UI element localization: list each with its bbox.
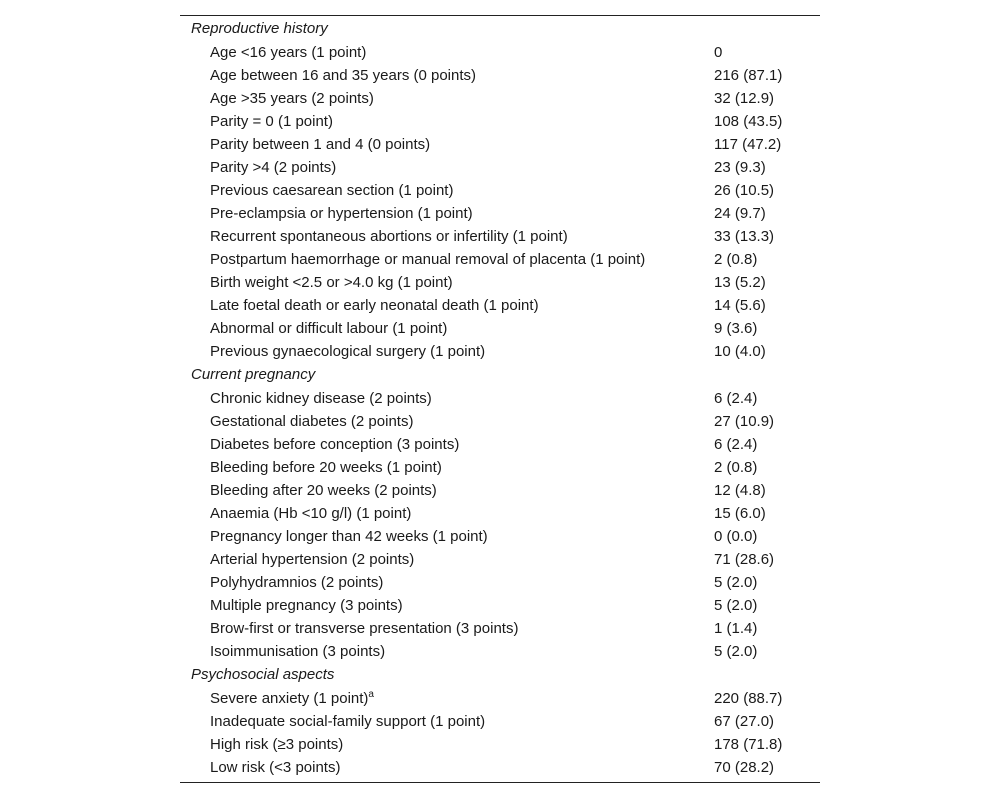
table-row xyxy=(180,179,820,202)
row-value: 220 (88.7) xyxy=(714,690,783,707)
row-label: Parity = 0 (1 point) xyxy=(210,113,333,130)
row-value: 27 (10.9) xyxy=(714,413,775,430)
row-value: 33 (13.3) xyxy=(714,228,775,245)
row-label: High risk (≥3 points) xyxy=(210,736,344,753)
row-value: 70 (28.2) xyxy=(714,759,775,776)
table-row xyxy=(180,548,820,571)
row-label: Multiple pregnancy (3 points) xyxy=(210,597,403,614)
row-value: 67 (27.0) xyxy=(714,713,775,730)
section-title: Reproductive history xyxy=(191,20,328,37)
row-value: 108 (43.5) xyxy=(714,113,783,130)
row-label-cell xyxy=(180,756,714,779)
row-label: Severe anxiety (1 point) xyxy=(210,690,369,707)
table-row xyxy=(180,340,820,363)
row-value: 5 (2.0) xyxy=(714,574,758,591)
table-row xyxy=(180,294,820,317)
risk-factor-table xyxy=(180,15,820,783)
row-label: Age between 16 and 35 years (0 points) xyxy=(210,67,477,84)
table-row xyxy=(180,410,820,433)
row-label-cell xyxy=(180,479,714,502)
row-label-cell xyxy=(180,202,714,225)
table-row xyxy=(180,133,820,156)
row-label: Postpartum haemorrhage or manual removal of placenta (1 point) xyxy=(210,251,646,268)
row-label-cell xyxy=(180,456,714,479)
row-label: Parity >4 (2 points) xyxy=(210,159,337,176)
row-label-cell xyxy=(180,617,714,640)
row-label-cell xyxy=(180,110,714,133)
table-row xyxy=(180,456,820,479)
row-value: 26 (10.5) xyxy=(714,182,775,199)
row-label-cell xyxy=(180,133,714,156)
row-label-cell xyxy=(180,733,714,756)
row-label: Low risk (<3 points) xyxy=(210,759,341,776)
row-label-cell xyxy=(180,571,714,594)
table-row xyxy=(180,271,820,294)
row-label-cell xyxy=(180,41,714,64)
table-row xyxy=(180,571,820,594)
row-label: Parity between 1 and 4 (0 points) xyxy=(210,136,431,153)
risk-factor-table-grid xyxy=(180,17,820,779)
row-label: Previous caesarean section (1 point) xyxy=(210,182,454,199)
row-value: 9 (3.6) xyxy=(714,320,758,337)
row-label: Bleeding before 20 weeks (1 point) xyxy=(210,459,442,476)
row-label: Late foetal death or early neonatal death (1 point) xyxy=(210,297,539,314)
table-row xyxy=(180,733,820,756)
row-label: Bleeding after 20 weeks (2 points) xyxy=(210,482,437,499)
table-row xyxy=(180,87,820,110)
table-row xyxy=(180,479,820,502)
row-value: 14 (5.6) xyxy=(714,297,766,314)
table-row xyxy=(180,756,820,779)
row-label: Arterial hypertension (2 points) xyxy=(210,551,415,568)
row-value: 5 (2.0) xyxy=(714,643,758,660)
table-row xyxy=(180,41,820,64)
row-value: 1 (1.4) xyxy=(714,620,758,637)
row-value: 32 (12.9) xyxy=(714,90,775,107)
row-value: 0 (0.0) xyxy=(714,528,758,545)
row-label-cell xyxy=(180,294,714,317)
table-row xyxy=(180,502,820,525)
row-label-cell xyxy=(180,248,714,271)
row-value: 6 (2.4) xyxy=(714,390,758,407)
table-row xyxy=(180,710,820,733)
row-value: 117 (47.2) xyxy=(714,136,782,153)
row-label-cell xyxy=(180,710,714,733)
row-label: Isoimmunisation (3 points) xyxy=(210,643,386,660)
table-row xyxy=(180,110,820,133)
table-row xyxy=(180,433,820,456)
row-value: 5 (2.0) xyxy=(714,597,758,614)
row-value: 71 (28.6) xyxy=(714,551,775,568)
row-value: 23 (9.3) xyxy=(714,159,766,176)
row-value: 2 (0.8) xyxy=(714,459,758,476)
row-label-cell xyxy=(180,433,714,456)
row-label-cell xyxy=(180,156,714,179)
row-label-cell xyxy=(180,687,714,710)
row-value: 13 (5.2) xyxy=(714,274,766,291)
table-row xyxy=(180,640,820,663)
row-label: Brow-first or transverse presentation (3 points) xyxy=(210,620,519,637)
table-row xyxy=(180,617,820,640)
row-label-cell xyxy=(180,64,714,87)
row-value: 2 (0.8) xyxy=(714,251,758,268)
footnote-marker: a xyxy=(368,689,374,700)
table-row xyxy=(180,156,820,179)
row-label-cell xyxy=(180,502,714,525)
row-value: 10 (4.0) xyxy=(714,343,766,360)
section-header-row xyxy=(180,663,820,687)
row-value: 216 (87.1) xyxy=(714,67,783,84)
row-value: 0 xyxy=(714,44,723,61)
row-label-cell xyxy=(180,271,714,294)
row-value: 178 (71.8) xyxy=(714,736,783,753)
row-label: Abnormal or difficult labour (1 point) xyxy=(210,320,448,337)
row-label-cell xyxy=(180,387,714,410)
table-row xyxy=(180,317,820,340)
section-header-row xyxy=(180,363,820,387)
row-label: Age >35 years (2 points) xyxy=(210,90,374,107)
section-header-row xyxy=(180,17,820,41)
row-label-cell xyxy=(180,179,714,202)
row-label-cell xyxy=(180,340,714,363)
row-label-cell xyxy=(180,410,714,433)
table-body xyxy=(180,17,820,779)
section-title: Current pregnancy xyxy=(191,366,316,383)
table-row xyxy=(180,64,820,87)
row-label: Previous gynaecological surgery (1 point) xyxy=(210,343,486,360)
row-label-cell xyxy=(180,594,714,617)
table-row xyxy=(180,525,820,548)
row-label-cell xyxy=(180,317,714,340)
row-label: Birth weight <2.5 or >4.0 kg (1 point) xyxy=(210,274,453,291)
table-row xyxy=(180,594,820,617)
section-title: Psychosocial aspects xyxy=(191,666,335,683)
row-label: Pre-eclampsia or hypertension (1 point) xyxy=(210,205,473,222)
row-label: Recurrent spontaneous abortions or infertility (1 point) xyxy=(210,228,568,245)
table-row xyxy=(180,387,820,410)
table-row xyxy=(180,202,820,225)
table-row xyxy=(180,225,820,248)
row-label: Diabetes before conception (3 points) xyxy=(210,436,460,453)
row-label: Polyhydramnios (2 points) xyxy=(210,574,384,591)
row-label-cell xyxy=(180,548,714,571)
row-value: 15 (6.0) xyxy=(714,505,766,522)
table-row xyxy=(180,248,820,271)
row-value: 24 (9.7) xyxy=(714,205,766,222)
row-value: 6 (2.4) xyxy=(714,436,758,453)
row-label: Pregnancy longer than 42 weeks (1 point) xyxy=(210,528,488,545)
row-label: Chronic kidney disease (2 points) xyxy=(210,390,432,407)
row-value: 12 (4.8) xyxy=(714,482,766,499)
row-label-cell xyxy=(180,525,714,548)
row-label-cell xyxy=(180,225,714,248)
row-label-cell xyxy=(180,640,714,663)
table-row xyxy=(180,687,820,710)
row-label: Anaemia (Hb <10 g/l) (1 point) xyxy=(210,505,412,522)
row-label: Inadequate social-family support (1 point) xyxy=(210,713,486,730)
row-label-cell xyxy=(180,87,714,110)
row-label: Age <16 years (1 point) xyxy=(210,44,367,61)
row-label: Gestational diabetes (2 points) xyxy=(210,413,414,430)
